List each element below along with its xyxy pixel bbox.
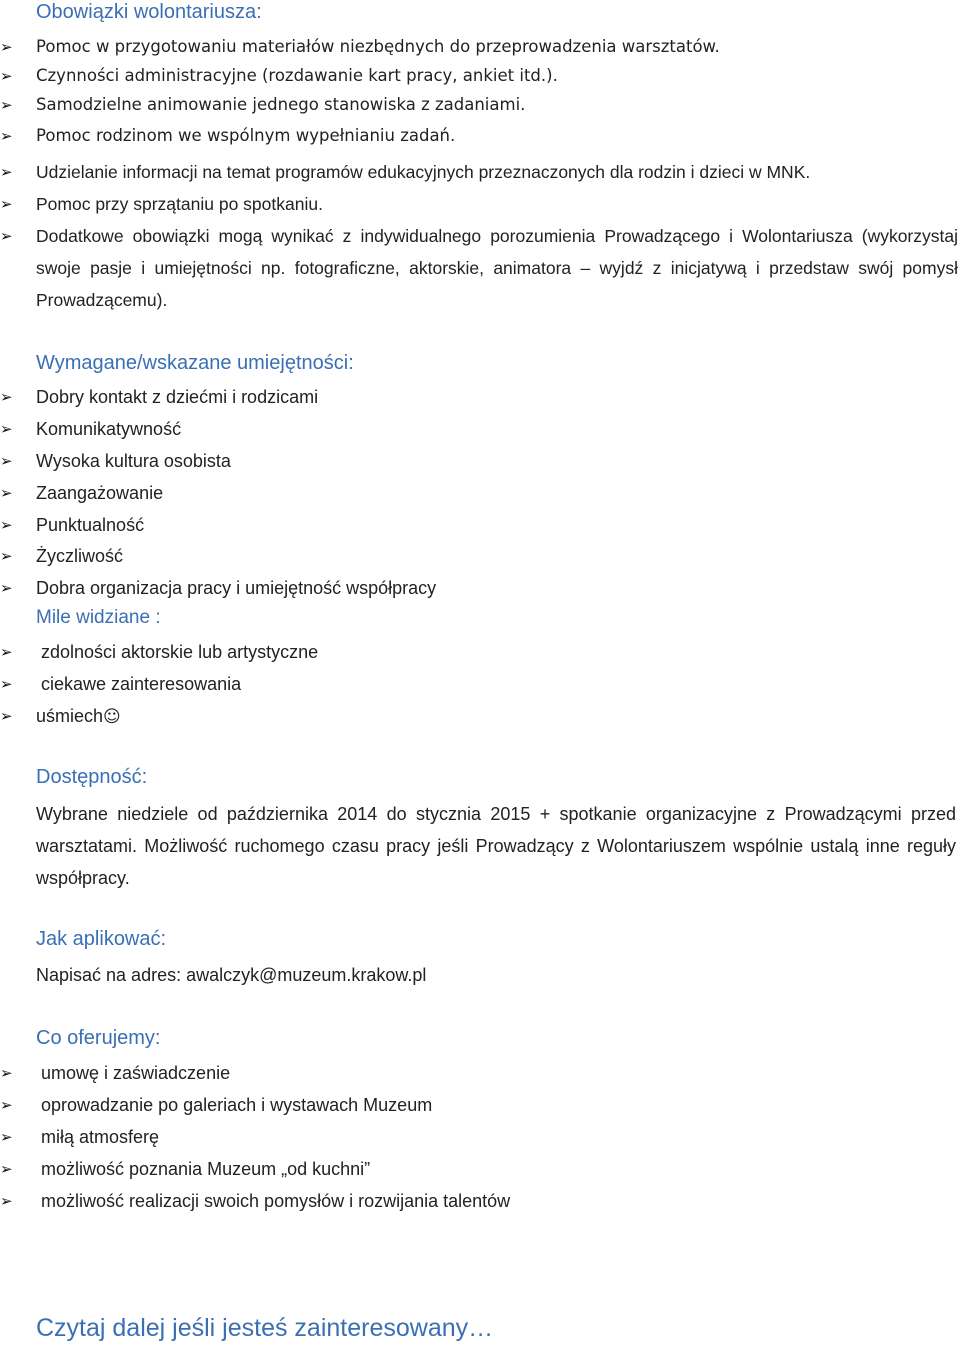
duty-item: Pomoc przy sprzątaniu po spotkaniu. [36, 194, 323, 214]
offer-item: miłą atmosferę [41, 1127, 160, 1147]
duty-item: Samodzielne animowanie jednego stanowiska z zadaniami. [36, 95, 526, 114]
offer-item: możliwość poznania Muzeum „od kuchni” [41, 1159, 371, 1179]
skill-item: Dobry kontakt z dziećmi i rodzicami [36, 387, 319, 407]
apply-text: Napisać na adres: awalczyk@muzeum.krakow.pl [36, 965, 427, 985]
arrow-bullet-icon: ➢ [0, 127, 13, 145]
apply-heading: Jak aplikować: [36, 928, 167, 950]
arrow-bullet-icon: ➢ [0, 579, 13, 597]
skill-item: Wysoka kultura osobista [36, 451, 231, 471]
list-item [0, 188, 960, 220]
list-item [0, 668, 960, 700]
skill-item: Życzliwość [36, 546, 124, 566]
list-item [0, 413, 960, 445]
list-item [0, 381, 960, 413]
arrow-bullet-icon: ➢ [0, 516, 13, 534]
welcome-item-text: uśmiech [36, 706, 104, 726]
list-item [0, 156, 960, 188]
welcome-item: zdolności aktorskie lub artystyczne [41, 642, 319, 662]
arrow-bullet-icon: ➢ [0, 1128, 13, 1146]
list-item [0, 540, 960, 572]
list-item [0, 1057, 960, 1089]
arrow-bullet-icon: ➢ [0, 452, 13, 470]
duty-item: Pomoc rodzinom we wspólnym wypełnianiu zadań. [36, 126, 456, 145]
arrow-bullet-icon: ➢ [0, 675, 13, 693]
arrow-bullet-icon: ➢ [0, 1192, 13, 1210]
list-item [0, 1153, 960, 1185]
offer-heading: Co oferujemy: [36, 1027, 161, 1049]
list-item [0, 1121, 960, 1153]
duty-item: Dodatkowe obowiązki mogą wynikać z indywidualnego porozumienia Prowadzącego i Wolontariusza (wykorzystaj swoje pasje i umiejętności np. fotograficzne, aktorskie, animatora – wyjdź z inicjatywą i przedstaw swój pomysł Prowadzącemu). [36, 226, 958, 310]
skill-item: Punktualność [36, 515, 145, 535]
list-item [0, 700, 960, 732]
arrow-bullet-icon: ➢ [0, 1160, 13, 1178]
duties-heading: Obowiązki wolontariusza: [36, 1, 262, 23]
list-item [0, 477, 960, 509]
read-more-link[interactable]: Czytaj dalej jeśli jesteś zainteresowany… [36, 1314, 494, 1342]
list-item [0, 31, 960, 63]
arrow-bullet-icon: ➢ [0, 1064, 13, 1082]
arrow-bullet-icon: ➢ [0, 67, 13, 85]
arrow-bullet-icon: ➢ [0, 96, 13, 114]
availability-text: Wybrane niedziele od października 2014 do stycznia 2015 + spotkanie organizacyjne z Prowadzącymi przed warsztatami. Możliwość ruchomego czasu pracy jeśli Prowadzący z Wolontariuszem wspólnie ustalą inne reguły współpracy. [36, 804, 956, 888]
welcome-item-smile [36, 700, 958, 733]
offer-item: możliwość realizacji swoich pomysłów i rozwijania talentów [41, 1191, 511, 1211]
arrow-bullet-icon: ➢ [0, 195, 13, 213]
list-item [0, 509, 960, 541]
offer-item: oprowadzanie po galeriach i wystawach Muzeum [41, 1095, 433, 1115]
arrow-bullet-icon: ➢ [0, 707, 13, 725]
list-item [0, 1089, 960, 1121]
smiley-icon: ☺ [103, 707, 121, 727]
arrow-bullet-icon: ➢ [0, 643, 13, 661]
skill-item: Dobra organizacja pracy i umiejętność współpracy [36, 578, 437, 598]
skills-heading: Wymagane/wskazane umiejętności: [36, 352, 354, 374]
list-item [0, 445, 960, 477]
skill-item: Komunikatywność [36, 419, 182, 439]
list-item [0, 1185, 960, 1217]
list-item [0, 60, 960, 92]
list-item [0, 220, 960, 316]
arrow-bullet-icon: ➢ [0, 227, 13, 245]
duty-item: Udzielanie informacji na temat programów edukacyjnych przeznaczonych dla rodzin i dzieci w MNK. [36, 162, 811, 182]
welcome-heading: Mile widziane : [36, 607, 161, 628]
welcome-item: ciekawe zainteresowania [41, 674, 242, 694]
arrow-bullet-icon: ➢ [0, 1096, 13, 1114]
arrow-bullet-icon: ➢ [0, 420, 13, 438]
arrow-bullet-icon: ➢ [0, 484, 13, 502]
arrow-bullet-icon: ➢ [0, 38, 13, 56]
arrow-bullet-icon: ➢ [0, 388, 13, 406]
duty-item: Pomoc w przygotowaniu materiałów niezbędnych do przeprowadzenia warsztatów. [36, 37, 720, 56]
arrow-bullet-icon: ➢ [0, 163, 13, 181]
arrow-bullet-icon: ➢ [0, 547, 13, 565]
list-item [0, 572, 960, 604]
list-item [0, 89, 960, 121]
availability-heading: Dostępność: [36, 766, 148, 788]
duty-item: Czynności administracyjne (rozdawanie kart pracy, ankiet itd.). [36, 66, 558, 85]
list-item [0, 636, 960, 668]
skill-item: Zaangażowanie [36, 483, 164, 503]
list-item [0, 120, 960, 152]
offer-item: umowę i zaświadczenie [41, 1063, 231, 1083]
